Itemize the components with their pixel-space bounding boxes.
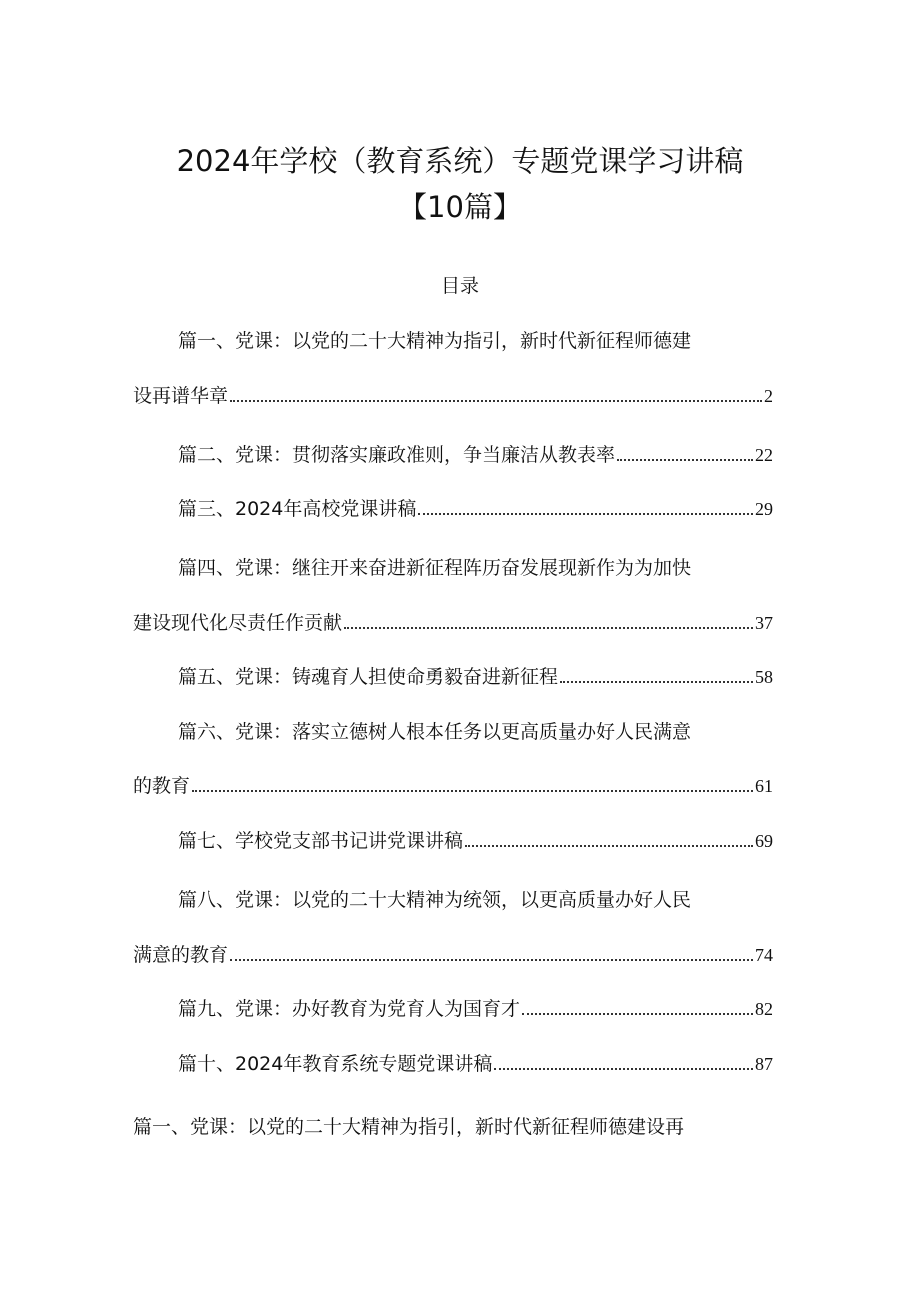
toc-entry-9[interactable]	[178, 995, 773, 1023]
toc-entry-8-line1[interactable]	[178, 886, 691, 914]
toc-page-number: 74	[755, 945, 773, 965]
title-line-2: 【10篇】	[398, 190, 522, 224]
toc-page-number: 29	[755, 499, 773, 519]
toc-entry-text: 篇一、党课：以党的二十大精神为指引，新时代新征程师德建	[178, 330, 692, 352]
toc-heading: 目录	[440, 275, 479, 297]
toc-entry-8-line2[interactable]	[133, 941, 773, 969]
toc-page-number: 37	[755, 613, 773, 633]
toc-entry-4-line2[interactable]	[133, 609, 773, 637]
toc-entry-6-line2[interactable]	[133, 772, 773, 800]
toc-page-number: 22	[755, 445, 773, 465]
toc-leader-dots	[230, 959, 753, 961]
title-line-1: 2024年学校（教育系统）专题党课学习讲稿	[176, 144, 744, 178]
toc-leader-dots	[418, 513, 753, 515]
toc-page-number: 87	[755, 1054, 773, 1074]
toc-page-number: 82	[755, 999, 773, 1019]
toc-leader-dots	[617, 459, 753, 461]
toc-entry-5[interactable]	[178, 663, 773, 691]
body-section-heading: 篇一、党课：以党的二十大精神为指引，新时代新征程师德建设再	[133, 1116, 685, 1138]
toc-entry-text: 篇六、党课：落实立德树人根本任务以更高质量办好人民满意	[178, 721, 692, 743]
toc-entry-text: 篇三、2024年高校党课讲稿	[178, 498, 417, 520]
toc-entry-text: 满意的教育	[133, 944, 229, 966]
toc-entry-text: 建设现代化尽责任作贡献	[133, 612, 343, 634]
toc-page-number: 61	[755, 776, 773, 796]
document-title	[0, 138, 920, 230]
toc-leader-dots	[494, 1068, 753, 1070]
toc-leader-dots	[522, 1013, 753, 1015]
toc-entry-text: 篇四、党课：继往开来奋进新征程阵历奋发展现新作为为加快	[178, 557, 692, 579]
toc-entry-6-line1[interactable]	[178, 718, 691, 746]
toc-entry-text: 篇七、学校党支部书记讲党课讲稿	[178, 830, 464, 852]
toc-entry-10[interactable]	[178, 1050, 773, 1078]
toc-leader-dots	[465, 845, 753, 847]
toc-leader-dots	[230, 400, 762, 402]
toc-page-number: 69	[755, 831, 773, 851]
toc-entry-text: 的教育	[133, 775, 191, 797]
toc-leader-dots	[560, 681, 753, 683]
toc-entry-text: 篇二、党课：贯彻落实廉政准则，争当廉洁从教表率	[178, 444, 616, 466]
toc-leader-dots	[192, 790, 753, 792]
toc-page-number: 2	[764, 386, 773, 406]
toc-leader-dots	[344, 627, 753, 629]
toc-entry-text: 设再谱华章	[133, 385, 229, 407]
toc-entry-text: 篇九、党课：办好教育为党育人为国育才	[178, 998, 521, 1020]
toc-entry-2[interactable]	[178, 441, 773, 469]
toc-entry-1-line1[interactable]	[178, 327, 691, 355]
toc-entry-text: 篇八、党课：以党的二十大精神为统领，以更高质量办好人民	[178, 889, 692, 911]
toc-entry-text: 篇十、2024年教育系统专题党课讲稿	[178, 1053, 493, 1075]
toc-page-number: 58	[755, 667, 773, 687]
toc-entry-7[interactable]	[178, 827, 773, 855]
toc-entry-text: 篇五、党课：铸魂育人担使命勇毅奋进新征程	[178, 666, 559, 688]
toc-entry-3[interactable]	[178, 495, 773, 523]
toc-entry-1-line2[interactable]	[133, 382, 773, 410]
toc-entry-4-line1[interactable]	[178, 554, 691, 582]
